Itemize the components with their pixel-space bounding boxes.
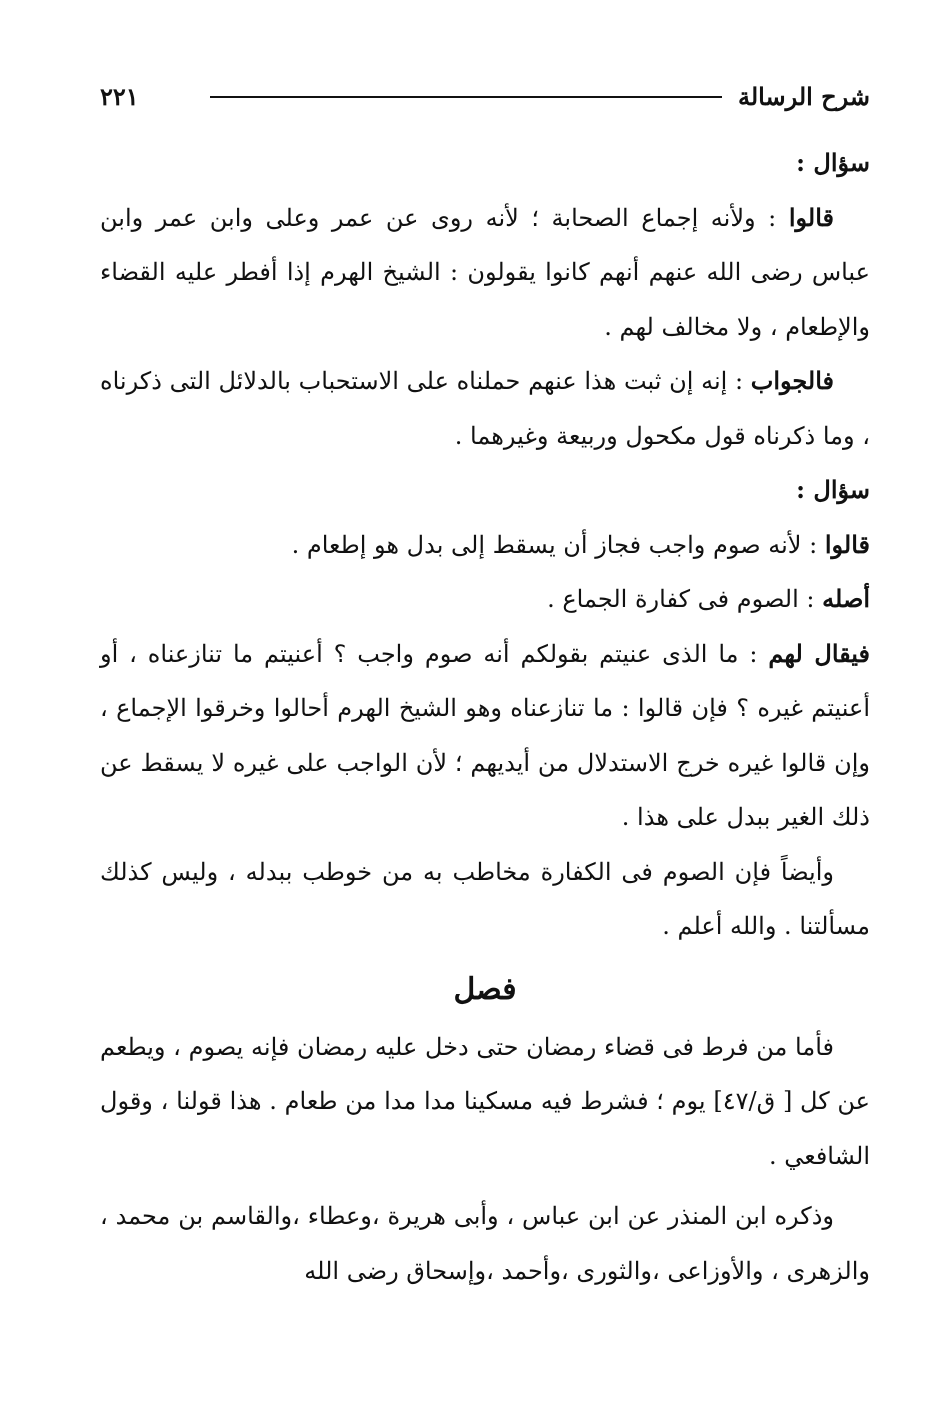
paragraph-ibn-mundhir: وذكره ابن المنذر عن ابن عباس ، وأبى هريرة ،وعطاء ،والقاسم بن محمد ، والزهرى ، والأوزاعى ،والثورى ،وأحمد ،وإسحاق رضى الله — [100, 1202, 870, 1285]
page-header — [100, 78, 870, 118]
question-heading-2: سؤال : — [796, 475, 870, 504]
paragraph-label: فالجواب — [750, 366, 834, 395]
paragraph-qalu-1 — [100, 191, 870, 355]
running-title: شرح الرسالة — [737, 82, 870, 111]
paragraph-text: : إنه إن ثبت هذا عنهم حملناه على الاستحباب بالدلائل التى ذكرناه ، وما ذكرناه قول مكحول وربيعة وغيرهما . — [100, 367, 870, 450]
question-heading-1: سؤال : — [796, 148, 870, 177]
paragraph-label: قالوا — [824, 529, 870, 559]
page-body — [100, 136, 870, 1298]
paragraph-label: قالوا — [788, 202, 834, 232]
paragraph-label: أصله — [822, 584, 870, 613]
paragraph-text: : الصوم فى كفارة الجماع . — [547, 585, 823, 613]
paragraph-qada: فأما من فرط فى قضاء رمضان حتى دخل عليه رمضان فإنه يصوم ، ويطعم عن كل [ ق/٤٧] يوم ؛ فشرط فيه مسكينا مدا مدا من طعام . هذا قولنا ، وقول الشافعي . — [100, 1032, 870, 1170]
paragraph-text: : ما الذى عنيتم بقولكم أنه صوم واجب ؟ أعنيتم ما تنازعناه ، أو أعنيتم غيره ؟ فإن قالوا : ما تنازعناه وهو الشيخ الهرم أحالوا وخرقوا الإجماع ، وإن قالوا غيره خرج الاستدلال من أيديهم ؛ لأن الواجب على غيره لا يسقط عن ذلك الغير ببدل على هذا . — [100, 639, 870, 831]
paragraph-further: وأيضاً فإن الصوم فى الكفارة مخاطب به من خوطب ببدله ، وليس كذلك مسألتنا . والله أعلم . — [100, 857, 870, 940]
paragraph-text: : ولأنه إجماع الصحابة ؛ لأنه روى عن عمر وعلى وابن عمر وابن عباس رضى الله عنهم أنهم كانوا يقولون : الشيخ الهرم إذا أفطر عليه القضاء والإطعام ، ولا مخالف لهم . — [100, 203, 870, 341]
paragraph-asluh — [100, 572, 870, 627]
section-title: فصل — [453, 971, 517, 1007]
paragraph-label: فيقال لهم — [768, 638, 870, 668]
paragraph-qalu-2 — [100, 518, 870, 573]
paragraph-rebuttal — [100, 627, 870, 845]
paragraph-answer — [100, 354, 870, 463]
header-rule — [210, 96, 722, 98]
page-number: ٢٢١ — [100, 82, 139, 111]
paragraph-text: : لأنه صوم واجب فجاز أن يسقط إلى بدل هو إطعام . — [291, 530, 825, 559]
